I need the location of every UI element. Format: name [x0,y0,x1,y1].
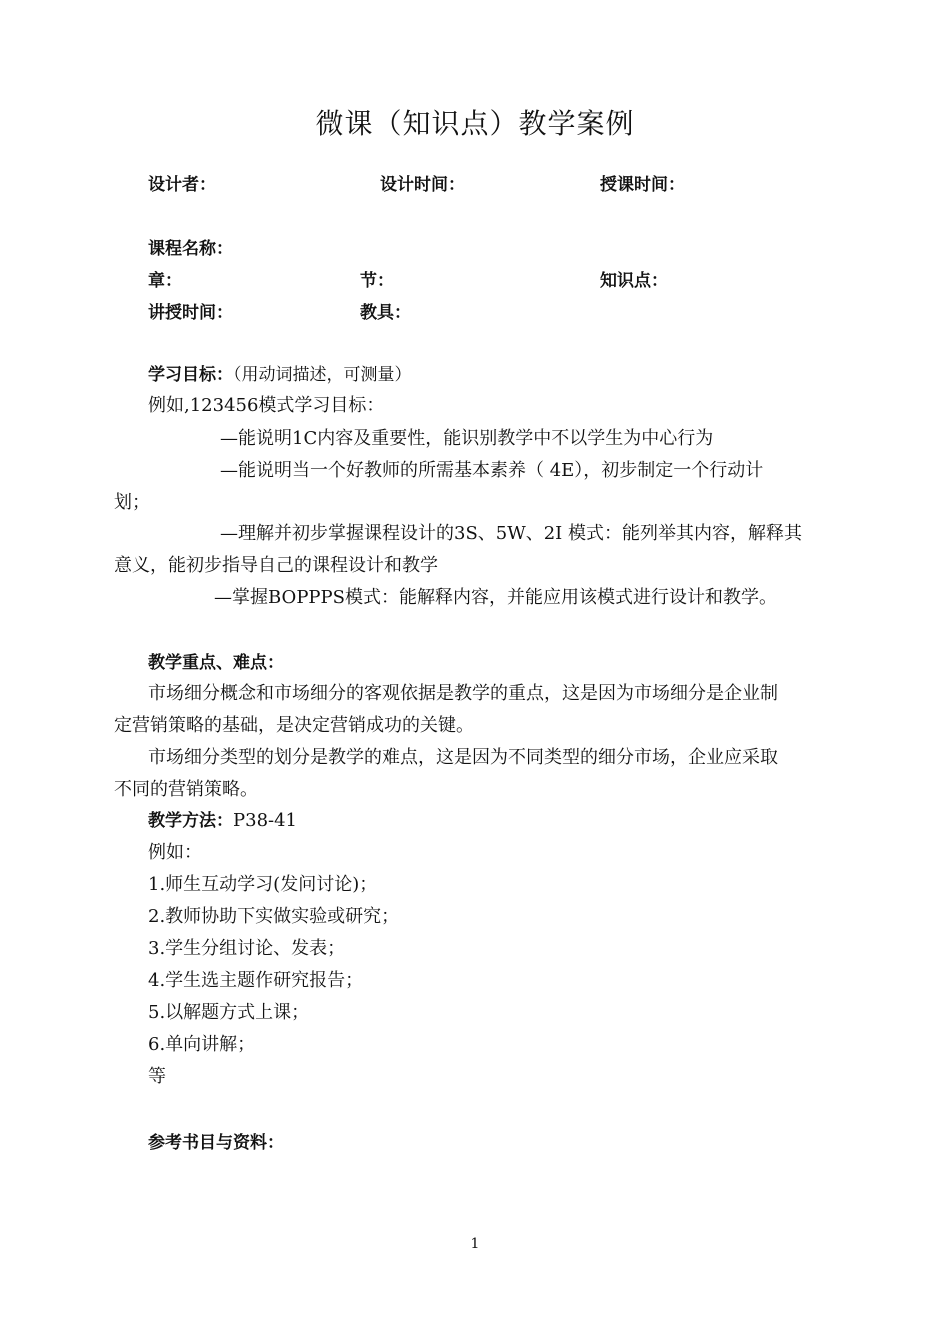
objectives-label: 学习目标： [148,365,233,385]
knowledge-point-label: 知识点： [600,271,668,291]
objective-item-2-cont: 划； [114,492,150,513]
methods-heading [148,806,297,831]
methods-pages: P38-41 [233,810,298,831]
objective-item-3: —理解并初步掌握课程设计的3S、5W、2I 模式：能列举其内容，解释其 [220,523,803,544]
methods-example-intro: 例如： [148,842,202,863]
method-item: 4.学生选主题作研究报告； [148,970,364,991]
page-number: 1 [470,1236,480,1252]
key-points-para1: 市场细分概念和市场细分的客观依据是教学的重点，这是因为市场细分是企业制 [148,683,778,704]
objectives-example-intro: 例如,123456模式学习目标： [148,395,385,416]
objectives-note: （用动词描述，可测量） [233,365,412,385]
page-title: 微课（知识点）教学案例 [315,107,635,140]
key-points-para2-cont: 不同的营销策略。 [114,779,258,800]
section-label: 节： [360,271,394,291]
objective-item-2: —能说明当一个好教师的所需基本素养（ 4E），初步制定一个行动计 [220,460,764,481]
key-points-para1-cont: 定营销策略的基础，是决定营销成功的关键。 [114,715,474,736]
design-time-label: 设计时间： [380,175,465,195]
objectives-heading [148,360,412,385]
teaching-aids-label: 教具： [360,303,411,323]
methods-label: 教学方法： [148,811,233,831]
lecture-time-label: 讲授时间： [148,303,233,323]
designer-label: 设计者： [148,175,216,195]
method-item: 1.师生互动学习(发问讨论)； [148,874,378,895]
chapter-label: 章： [148,271,182,291]
key-points-label: 教学重点、难点： [148,653,284,673]
method-item: 3.学生分组讨论、发表； [148,938,346,959]
teach-time-label: 授课时间： [600,175,685,195]
methods-etc: 等 [148,1066,166,1087]
objective-item-4: —掌握BOPPPS模式：能解释内容，并能应用该模式进行设计和教学。 [214,587,777,608]
objective-item-1: —能说明1C内容及重要性，能识别教学中不以学生为中心行为 [220,428,714,449]
method-item: 6.单向讲解； [148,1034,256,1055]
method-item: 2.教师协助下实做实验或研究； [148,906,400,927]
objective-item-3-cont: 意义，能初步指导自己的课程设计和教学 [114,555,438,576]
references-label: 参考书目与资料： [148,1133,284,1153]
method-item: 5.以解题方式上课； [148,1002,310,1023]
key-points-para2: 市场细分类型的划分是教学的难点，这是因为不同类型的细分市场，企业应采取 [148,747,778,768]
course-name-label: 课程名称： [148,239,233,259]
